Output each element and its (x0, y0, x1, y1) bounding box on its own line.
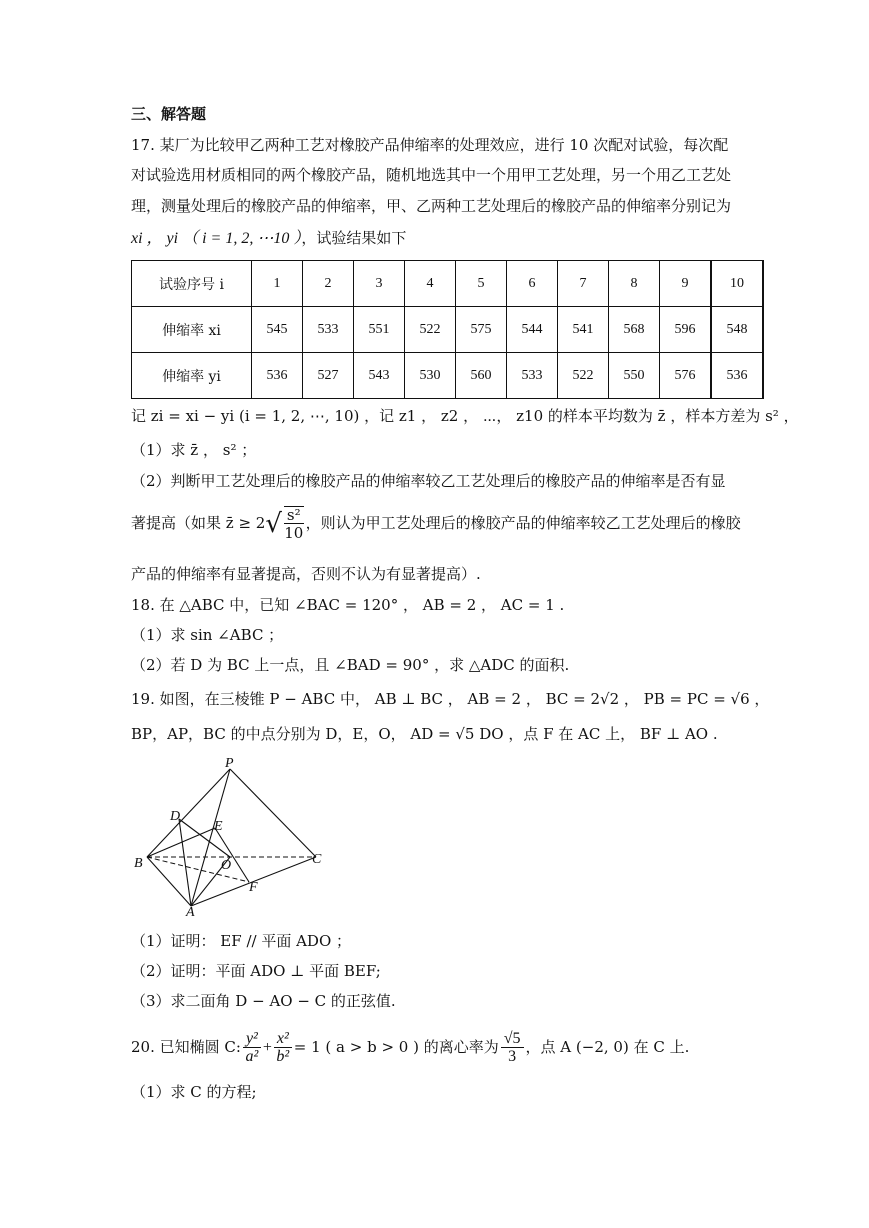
tetrahedron-figure (131, 757, 331, 919)
plus-sign: + (262, 1039, 272, 1056)
p17-q2-line2 (131, 503, 741, 544)
table-cell: 550 (609, 353, 660, 399)
label-D: D (170, 809, 181, 824)
p17-line1: 17. 某厂为比较甲乙两种工艺对橡胶产品伸缩率的处理效应，进行 10 次配对试验，每次配 (131, 136, 729, 154)
edge-EF (215, 828, 249, 882)
table-cell: 9 (660, 261, 712, 307)
table-header-row (132, 261, 764, 307)
p17-line4 (131, 228, 406, 249)
numerator: y² (243, 1031, 261, 1048)
table-cell: 试验序号 i (132, 261, 252, 307)
p20-eq: = 1 ( a > b > 0 ) 的离心率为 (293, 1038, 499, 1056)
table-cell: 522 (405, 307, 456, 353)
table-cell: 536 (711, 353, 763, 399)
table-cell: 560 (456, 353, 507, 399)
sqrt-denominator: 10 (284, 524, 304, 542)
fraction-sqrt5-3 (501, 1031, 524, 1066)
label-C: C (312, 852, 322, 867)
table-cell: 575 (456, 307, 507, 353)
p19-line2: BP，AP，BC 的中点分别为 D，E，O， AD = √5 DO ，点 F 在 AC 上， BF ⊥ AO . (131, 725, 718, 743)
table-cell: 533 (507, 353, 558, 399)
trial-results-table (131, 260, 764, 399)
p20-line1 (131, 1024, 689, 1071)
sqrt-numerator: s² (284, 507, 304, 524)
p19-q3: （3）求二面角 D − AO − C 的正弦值. (131, 992, 396, 1010)
table-cell: 2 (303, 261, 354, 307)
table-cell: 3 (354, 261, 405, 307)
p20-q1: （1）求 C 的方程; (131, 1083, 257, 1101)
p17-line3: 理，测量处理后的橡胶产品的伸缩率，甲、乙两种工艺处理后的橡胶产品的伸缩率分别记为 (131, 197, 732, 215)
table-cell: 530 (405, 353, 456, 399)
label-P: P (225, 757, 234, 771)
p19-line1: 19. 如图，在三棱锥 P − ABC 中， AB ⊥ BC ， AB = 2 ， BC = 2√2 ， PB = PC = √6 ， (131, 690, 770, 708)
sqrt-sign: √ (265, 509, 282, 539)
table-cell: 541 (558, 307, 609, 353)
table-cell: 533 (303, 307, 354, 353)
denominator: b² (276, 1047, 290, 1065)
edge-BA (147, 857, 191, 906)
table-cell: 548 (711, 307, 763, 353)
p17-q1: （1）求 z̄ ， s² ； (131, 441, 257, 459)
fraction-x2-b2 (274, 1031, 292, 1066)
table-cell: 551 (354, 307, 405, 353)
p19-q2: （2）证明：平面 ADO ⊥ 平面 BEF; (131, 962, 381, 980)
p18-q2: （2）若 D 为 BC 上一点，且 ∠BAD = 90° ，求 △ADC 的面积. (131, 656, 570, 674)
label-O: O (221, 858, 232, 873)
table-cell: 1 (252, 261, 303, 307)
p17-q2-pre: 著提高（如果 z̄ ≥ 2 (131, 514, 266, 532)
p17-line2: 对试验选用材质相同的两个橡胶产品，随机地选其中一个用甲工艺处理，另一个用乙工艺处 (131, 166, 732, 184)
numerator: √5 (501, 1031, 524, 1048)
p20-post: ，点 A (−2, 0) 在 C 上. (525, 1038, 690, 1056)
edge-BF-dashed (147, 857, 249, 882)
p18-line1: 18. 在 △ABC 中，已知 ∠BAC = 120° ， AB = 2 ， AC = 1 . (131, 596, 565, 614)
denominator: a² (245, 1047, 259, 1065)
table-cell: 伸缩率 yi (132, 353, 252, 399)
table-cell: 576 (660, 353, 712, 399)
table-cell: 伸缩率 xi (132, 307, 252, 353)
sqrt-fraction (284, 506, 304, 542)
table-cell: 7 (558, 261, 609, 307)
section-title: 三、解答题 (131, 105, 207, 123)
table-cell: 543 (354, 353, 405, 399)
table-cell: 536 (252, 353, 303, 399)
p17-q2-line3: 产品的伸缩率有显著提高，否则不认为有显著提高）. (131, 565, 481, 583)
p18-q1: （1）求 sin ∠ABC ； (131, 626, 284, 644)
p17-line4-math: xi ， yi （ i = 1, 2, ⋯10 ） (131, 230, 302, 247)
table-cell: 522 (558, 353, 609, 399)
p17-line4-text: ，试验结果如下 (301, 229, 407, 247)
table-cell: 5 (456, 261, 507, 307)
table-cell: 10 (711, 261, 763, 307)
fraction-y2-a2 (243, 1031, 261, 1066)
p17-after-table: 记 zi = xi − yi (i = 1, 2, ⋯, 10) ，记 z1 ， z2 ， ⋯， z10 的样本平均数为 z̄ ，样本方差为 s² ， (131, 407, 799, 425)
table-row (132, 353, 764, 399)
label-F: F (249, 880, 258, 895)
label-A: A (186, 905, 195, 919)
p17-q2-post: ，则认为甲工艺处理后的橡胶产品的伸缩率较乙工艺处理后的橡胶 (305, 514, 741, 532)
denominator: 3 (508, 1047, 517, 1065)
table-cell: 568 (609, 307, 660, 353)
label-E: E (214, 819, 223, 834)
table-row (132, 307, 764, 353)
edge-DA (179, 819, 191, 906)
p17-q2-line1: （2）判断甲工艺处理后的橡胶产品的伸缩率较乙工艺处理后的橡胶产品的伸缩率是否有显 (131, 472, 726, 490)
label-B: B (134, 856, 143, 871)
table-cell: 596 (660, 307, 712, 353)
table-cell: 527 (303, 353, 354, 399)
numerator: x² (274, 1031, 292, 1048)
table-cell: 8 (609, 261, 660, 307)
edge-PC (230, 769, 316, 857)
p20-pre: 20. 已知椭圆 C: (131, 1038, 241, 1056)
table-cell: 6 (507, 261, 558, 307)
table-cell: 4 (405, 261, 456, 307)
table-cell: 544 (507, 307, 558, 353)
table-cell: 545 (252, 307, 303, 353)
p19-q1: （1）证明： EF // 平面 ADO ； (131, 932, 352, 950)
